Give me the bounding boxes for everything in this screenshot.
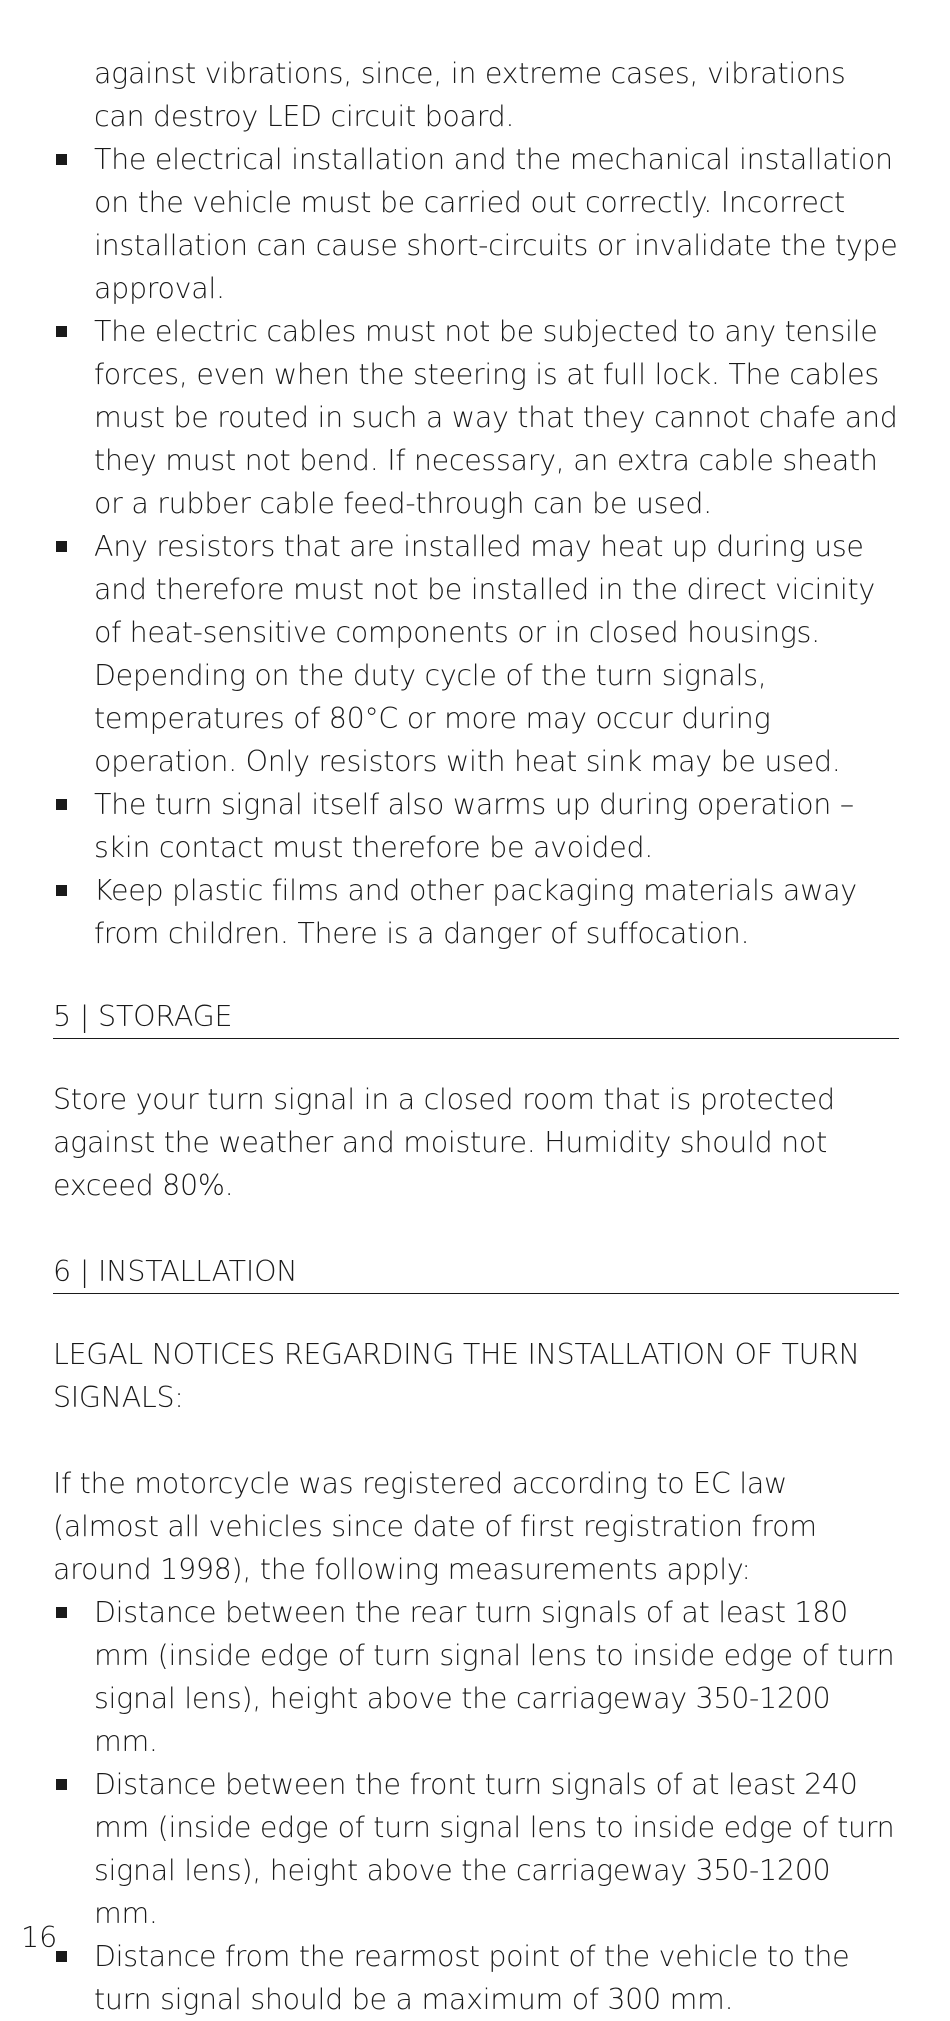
list-item-text: Distance between the front turn signals of at least 240 mm (inside edge of turn signal lens to inside edge of turn signal lens), height above the carriageway 350-1200 mm. [94, 1768, 895, 1930]
continued-paragraph: against vibrations, since, in extreme cases, vibrations can destroy LED circuit board. [94, 57, 846, 133]
section-heading-installation: 6 | INSTALLATION [53, 1250, 899, 1294]
measurement-bullet-list [53, 1591, 899, 2021]
list-item [53, 525, 899, 783]
list-item [53, 310, 899, 525]
list-item [53, 138, 899, 310]
list-item [53, 1935, 899, 2021]
list-item [53, 869, 899, 955]
list-item [53, 1763, 899, 1935]
list-item-text: Any resistors that are installed may heat up during use and therefore must not be installed in the direct vicinity of heat-sensitive components or in closed housings. Depending on the duty cycle of the turn signals, temperatures of 80°C or more may occur during operation. Only resistors with heat sink may be used. [94, 530, 875, 778]
list-item-text: Keep plastic films and other packaging materials away from children. There is a danger of suffocation. [94, 874, 857, 950]
square-bullet-icon [56, 1779, 67, 1790]
list-item-text: The electrical installation and the mechanical installation on the vehicle must be carried out correctly. Incorrect installation can cause short-circuits or invalidate the type approval. [94, 143, 898, 305]
storage-paragraph: Store your turn signal in a closed room that is protected against the weather and moisture. Humidity should not exceed 80%. [53, 1083, 835, 1202]
square-bullet-icon [56, 799, 67, 810]
square-bullet-icon [56, 1607, 67, 1618]
manual-page [53, 0, 899, 2021]
list-item-text: The turn signal itself also warms up during operation – skin contact must therefore be avoided. [94, 788, 854, 864]
legal-notice-heading: LEGAL NOTICES REGARDING THE INSTALLATION OF TURN SIGNALS: [53, 1338, 860, 1414]
installation-intro-paragraph: If the motorcycle was registered according to EC law (almost all vehicles since date of first registration from around 1998), the following measurements apply: [53, 1467, 817, 1586]
square-bullet-icon [56, 1951, 67, 1962]
square-bullet-icon [56, 154, 67, 165]
safety-bullet-list [53, 138, 899, 955]
list-item [53, 783, 899, 869]
square-bullet-icon [56, 326, 67, 337]
square-bullet-icon [56, 541, 67, 552]
section-heading-storage: 5 | STORAGE [53, 995, 899, 1039]
list-item-text: Distance from the rearmost point of the vehicle to the turn signal should be a maximum of 300 mm. [94, 1940, 850, 2016]
square-bullet-icon [56, 885, 67, 896]
page-number: 16 [21, 1921, 58, 1954]
list-item [53, 1591, 899, 1763]
list-item-text: The electric cables must not be subjected to any tensile forces, even when the steering is at full lock. The cables must be routed in such a way that they cannot chafe and they must not bend. If necessary, an extra cable sheath or a rubber cable feed-through can be used. [94, 315, 898, 520]
list-item-text: Distance between the rear turn signals of at least 180 mm (inside edge of turn signal lens to inside edge of turn signal lens), height above the carriageway 350-1200 mm. [94, 1596, 895, 1758]
